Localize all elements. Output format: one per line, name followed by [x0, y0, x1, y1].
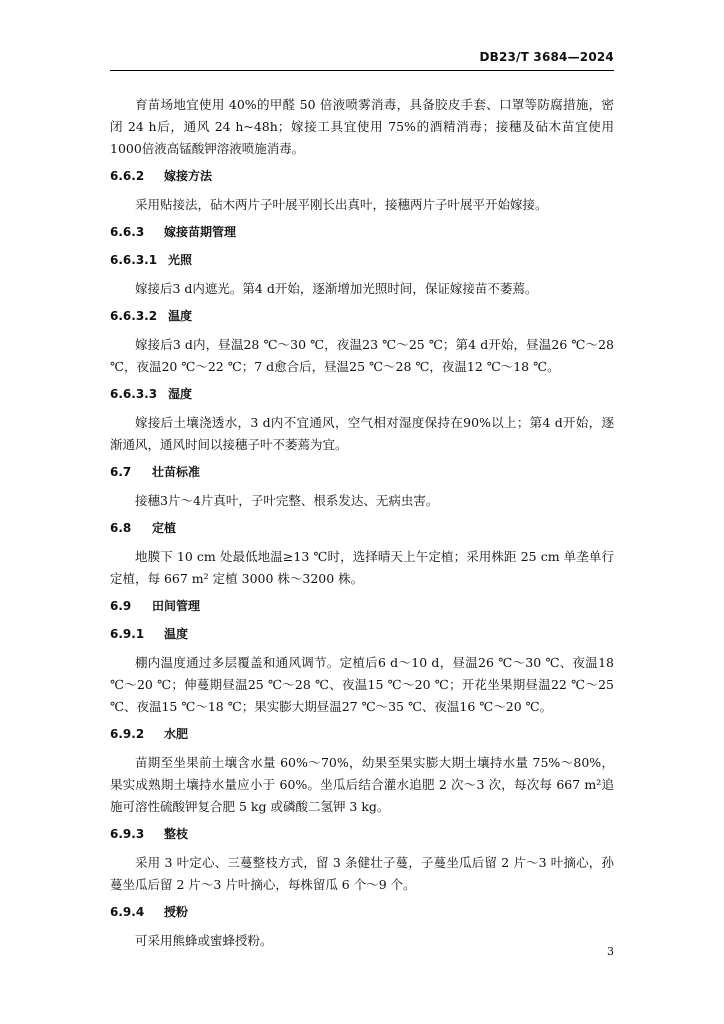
section-number: 6.6.2 [110, 169, 145, 183]
section-number: 6.9.3 [110, 827, 145, 841]
document-body [110, 94, 614, 958]
paragraph: 嫁接后3 d内遮光。第4 d开始，逐渐增加光照时间，保证嫁接苗不萎蔫。 [135, 281, 538, 296]
paragraph: 采用 3 叶定心、三蔓整枝方式，留 3 条健壮子蔓，子蔓坐瓜后留 2 片～3 叶摘心，孙蔓坐瓜后留 2 片～3 片叶摘心，每株留瓜 6 个～9 个。 [110, 855, 614, 892]
paragraph: 棚内温度通过多层覆盖和通风调节。定植后6 d～10 d，昼温26 ℃～30 ℃、夜温18 ℃～20 ℃；伸蔓期昼温25 ℃～28 ℃、夜温15 ℃～20 ℃；开花坐果期昼温22 ℃～25 ℃、夜温15 ℃～18 ℃；果实膨大期昼温27 ℃～35 ℃、夜温16 ℃～20 ℃。 [110, 655, 614, 714]
section-heading [110, 166, 614, 186]
section-number: 6.9 [110, 599, 132, 613]
section-number: 6.6.3 [110, 225, 145, 239]
section-title: 光照 [168, 253, 193, 267]
section-heading [110, 384, 614, 404]
page-number: 3 [607, 945, 614, 958]
paragraph: 嫁接后3 d内，昼温28 ℃～30 ℃，夜温23 ℃～25 ℃；第4 d开始，昼温26 ℃～28 ℃，夜温20 ℃～22 ℃；7 d愈合后，昼温25 ℃～28 ℃，夜温12 ℃～18 ℃。 [110, 337, 614, 374]
paragraph: 可采用熊蜂或蜜蜂授粉。 [135, 933, 273, 948]
section-heading [110, 222, 614, 242]
section-number: 6.6.3.2 [110, 309, 158, 323]
section-heading [110, 624, 614, 644]
section-title: 嫁接方法 [164, 169, 213, 183]
section-heading [110, 824, 614, 844]
section-title: 定植 [152, 521, 177, 535]
section-number: 6.9.4 [110, 905, 145, 919]
section-title: 温度 [164, 627, 189, 641]
section-number: 6.9.1 [110, 627, 145, 641]
paragraph: 嫁接后土壤浇透水，3 d内不宜通风，空气相对湿度保持在90%以上；第4 d开始，逐渐通风，通风时间以接穗子叶不萎蔫为宜。 [110, 415, 614, 452]
section-title: 田间管理 [152, 599, 201, 613]
section-heading [110, 518, 614, 538]
section-title: 壮苗标准 [152, 465, 201, 479]
paragraph: 苗期至坐果前土壤含水量 60%～70%，幼果至果实膨大期土壤持水量 75%～80%，果实成熟期土壤持水量应小于 60%。坐瓜后结合灌水追肥 2 次～3 次，每次每 667 m²追施可溶性硫酸钾复合肥 5 kg 或磷酸二氢钾 3 kg。 [110, 755, 614, 814]
paragraph: 接穗3片～4片真叶，子叶完整、根系发达、无病虫害。 [135, 493, 439, 508]
section-title: 整枝 [164, 827, 189, 841]
section-heading [110, 902, 614, 922]
section-number: 6.8 [110, 521, 132, 535]
header-rule [110, 70, 614, 71]
section-heading [110, 596, 614, 616]
paragraph: 育苗场地宜使用 40%的甲醛 50 倍液喷雾消毒，具备胶皮手套、口罩等防腐措施，密闭 24 h后，通风 24 h~48h；嫁接工具宜使用 75%的酒精消毒；接穗及砧木苗宜使用1000倍液高锰酸钾溶液喷施消毒。 [110, 97, 614, 156]
section-heading [110, 462, 614, 482]
document-id-header: DB23/T 3684—2024 [479, 50, 614, 64]
section-number: 6.9.2 [110, 727, 145, 741]
section-heading [110, 250, 614, 270]
section-number: 6.7 [110, 465, 132, 479]
paragraph: 地膜下 10 cm 处最低地温≥13 ℃时，选择晴天上午定植；采用株距 25 cm 单垄单行定植，每 667 m² 定植 3000 株～3200 株。 [110, 549, 614, 586]
section-title: 温度 [168, 309, 193, 323]
section-heading [110, 724, 614, 744]
section-title: 水肥 [164, 727, 189, 741]
section-number: 6.6.3.1 [110, 253, 158, 267]
section-title: 湿度 [168, 387, 193, 401]
section-title: 嫁接苗期管理 [164, 225, 237, 239]
paragraph: 采用贴接法，砧木两片子叶展平刚长出真叶，接穗两片子叶展平开始嫁接。 [135, 197, 548, 212]
section-heading [110, 306, 614, 326]
section-title: 授粉 [164, 905, 189, 919]
section-number: 6.6.3.3 [110, 387, 158, 401]
